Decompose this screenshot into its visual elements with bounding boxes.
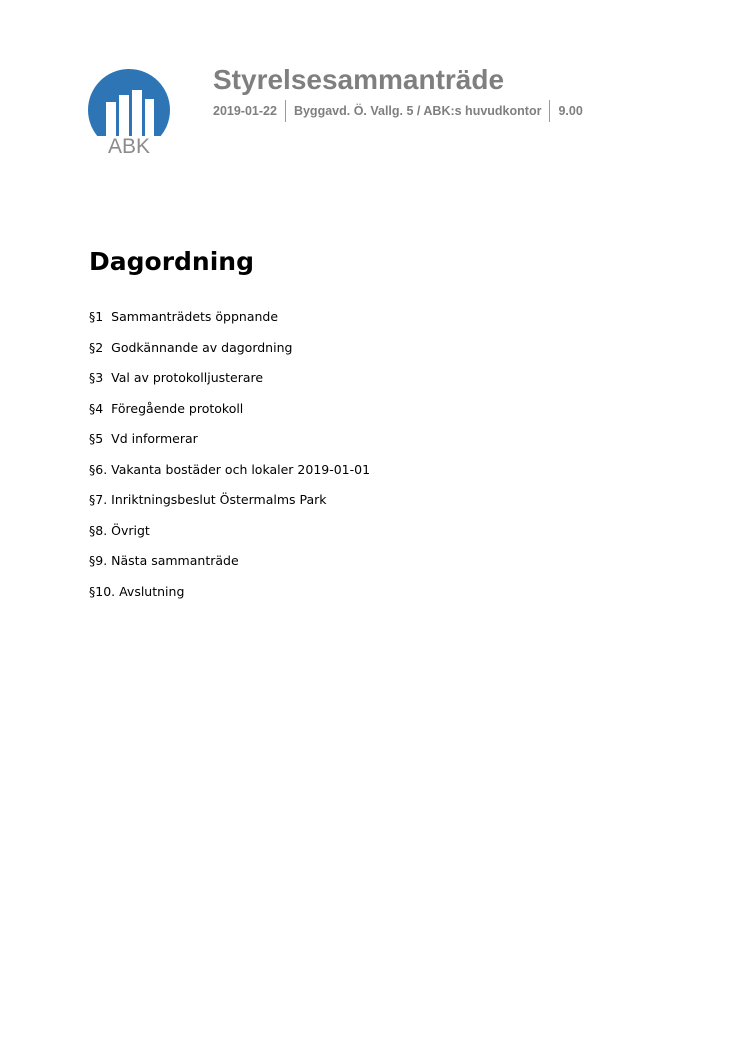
agenda-item: §10. Avslutning [89, 583, 185, 599]
document-header [213, 62, 583, 122]
meeting-time: 9.00 [558, 104, 583, 118]
meeting-date: 2019-01-22 [213, 104, 277, 118]
agenda-item: §9. Nästa sammanträde [89, 553, 239, 568]
agenda-item: §5 Vd informerar [89, 431, 198, 446]
agenda-item: §6. Vakanta bostäder och lokaler 2019-01-01 [89, 461, 371, 477]
meta-separator [549, 100, 550, 122]
abk-logo-graphic [86, 66, 174, 158]
agenda-item: §1 Sammanträdets öppnande [89, 309, 279, 324]
agenda-heading: Dagordning [89, 247, 254, 276]
abk-logo [86, 66, 174, 158]
logo-text: ABK [107, 135, 151, 158]
meta-separator [285, 100, 286, 122]
agenda-item: §8. Övrigt [89, 522, 150, 538]
agenda-list [89, 307, 370, 612]
document-title: Styrelsesammanträde [213, 64, 505, 95]
agenda-item: §3 Val av protokolljusterare [89, 370, 264, 385]
agenda-item: §7. Inriktningsbeslut Östermalms Park [89, 492, 327, 507]
meeting-location: Byggavd. Ö. Vallg. 5 / ABK:s huvudkontor [293, 104, 542, 118]
meeting-meta [213, 100, 583, 122]
agenda-item: §2 Godkännande av dagordning [89, 339, 293, 355]
agenda-item: §4 Föregående protokoll [89, 400, 244, 416]
